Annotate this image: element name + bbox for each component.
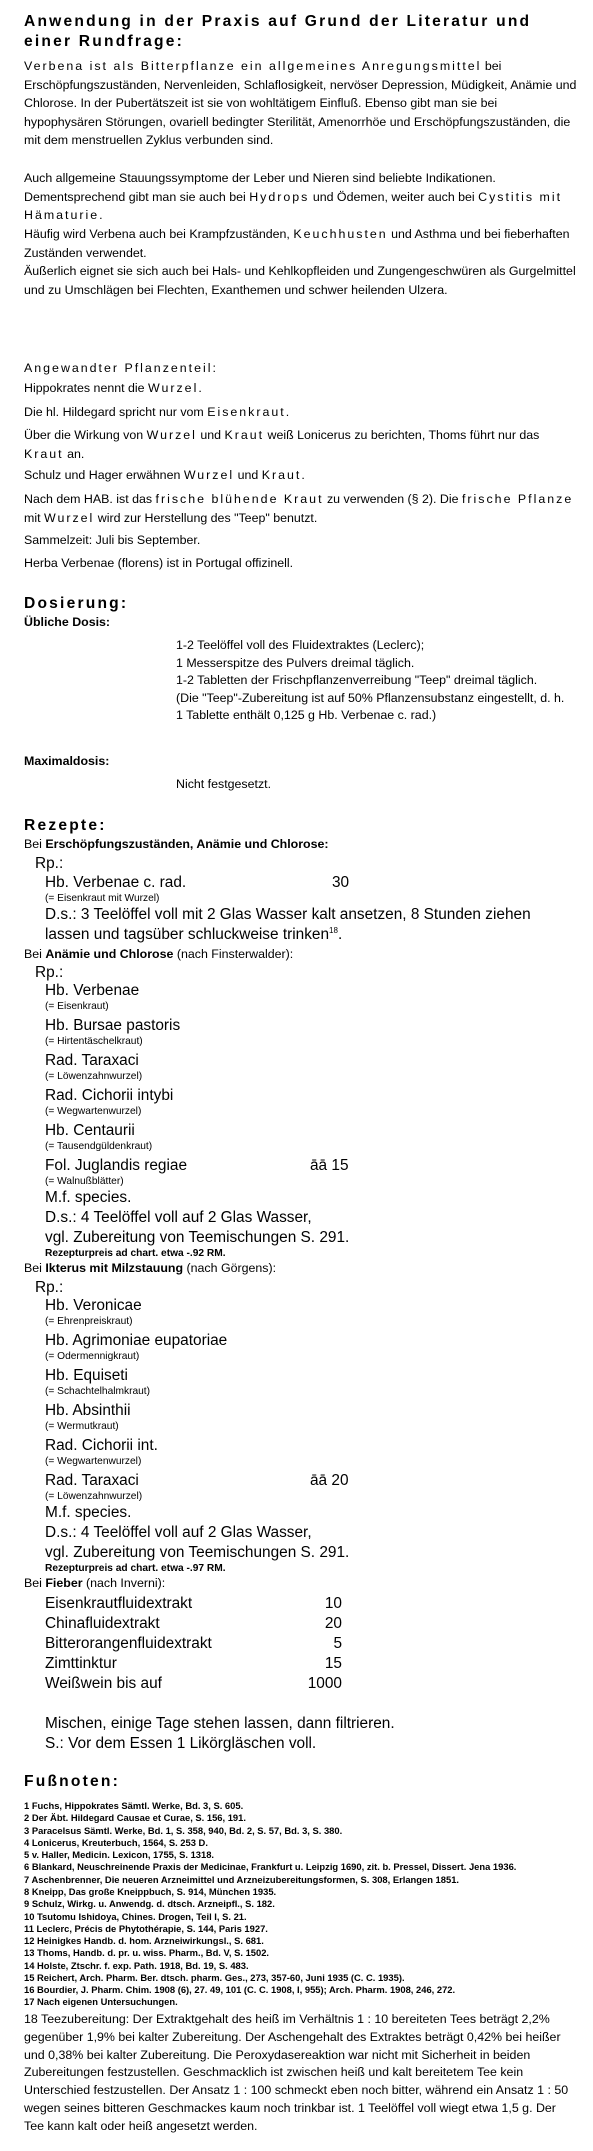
ingredient-note: (= Hirtentäschelkraut) bbox=[45, 1036, 143, 1047]
ingredient-quantity: 15 bbox=[324, 1655, 342, 1672]
ingredient-name: Hb. Agrimoniae eupatoriae bbox=[45, 1332, 228, 1349]
rezept4-mix: Mischen, einige Tage stehen lassen, dann filtrieren. bbox=[45, 1715, 395, 1732]
rezept3-ds2: vgl. Zubereitung von Teemischungen S. 291. bbox=[45, 1544, 350, 1561]
dosis-text bbox=[176, 637, 571, 725]
footnote-item: 17 Nach eigenen Untersuchungen. bbox=[24, 1996, 178, 2008]
rezept3-mf: M.f. species. bbox=[45, 1504, 132, 1521]
rezept2-qty: āā 15 bbox=[310, 1157, 349, 1174]
ingredient-name: Fol. Juglandis regiae bbox=[45, 1157, 188, 1174]
footnote-item: 6 Blankard, Neuschreinende Praxis der Medicinae, Frankfurt u. Leipzig 1690, zit. b. Pressel, Dissert. Jena 1936. bbox=[24, 1861, 517, 1873]
heading-anwendung: Anwendung in der Praxis auf Grund der Literatur und einer Rundfrage: bbox=[24, 13, 532, 50]
paragraph: Sammelzeit: Juli bis September. bbox=[24, 533, 201, 547]
footnote-item: 10 Tsutomu Ishidoya, Chines. Drogen, Teil I, S. 21. bbox=[24, 1910, 247, 1922]
rezept1-ds1: D.s.: 3 Teelöffel voll mit 2 Glas Wasser kalt ansetzen, 8 Stunden ziehen bbox=[45, 906, 531, 923]
rezept2-rp: Rp.: bbox=[35, 964, 64, 981]
ingredient-name: Hb. Equiseti bbox=[45, 1367, 128, 1384]
ingredient-note: (= Löwenzahnwurzel) bbox=[45, 1491, 143, 1502]
ingredient-name: Chinafluidextrakt bbox=[45, 1615, 160, 1632]
heading-fussnoten: Fußnoten: bbox=[24, 1773, 121, 1790]
rezept2-ds2: vgl. Zubereitung von Teemischungen S. 291. bbox=[45, 1229, 350, 1246]
footnote-item: 12 Heinigkes Handb. d. hom. Arzneiwirkungsl., S. 681. bbox=[24, 1935, 264, 1947]
ingredient-note: (= Walnußblätter) bbox=[45, 1176, 124, 1187]
dosis-label: Übliche Dosis: bbox=[24, 615, 111, 629]
ingredient-name: Hb. Veronicae bbox=[45, 1297, 142, 1314]
footnote-ref-18[interactable]: 18 bbox=[329, 925, 338, 935]
ingredient-note: (= Ehrenpreiskraut) bbox=[45, 1316, 133, 1327]
dosis-line: 1-2 Teelöffel voll des Fluidextraktes (Leclerc); bbox=[176, 638, 425, 652]
dosis-line: 1 Messerspitze des Pulvers dreimal täglich. bbox=[176, 655, 415, 670]
paragraph: Verbena ist als Bitterpflanze ein allgemeines Anregungsmittel bei Erschöpfungszuständen, Nervenleiden, Schlaflosigkeit, nervöser Depression, Müdigkeit, Anämie und Chlorose. In der Pubertätszeit ist sie von wohltätigem Einfluß. Ebenso gibt man sie bei hypophysären Störungen, ovariell bedingter Sterilität, Amenorrhöe und Erschöpfungszuständen, die mit dem menstruellen Zyklus verbunden sind. bbox=[24, 59, 577, 148]
paragraph: Äußerlich eignet sie sich auch bei Hals- und Kehlkopfleiden und Zungengeschwüren als Gurgelmittel und zu Umschlägen bei Flechten, Exanthemen und schwer heilenden Ulzera. bbox=[24, 264, 576, 297]
footnote-item: 16 Bourdier, J. Pharm. Chim. 1908 (6), 27. 49, 101 (C. C. 1908, I, 955); Arch. Pharm. 1908, 246, 272. bbox=[24, 1984, 456, 1996]
ingredient-name: Zimttinktur bbox=[45, 1655, 117, 1672]
dosis-line: (Die "Teep"-Zubereitung ist auf 50% Pflanzensubstanz eingestellt, d. h. 1 Tablette enthält 0,125 g Hb. Verbenae c. rad.) bbox=[176, 690, 565, 722]
footnote-item: 8 Kneipp, Das große Kneippbuch, S. 914, München 1935. bbox=[24, 1885, 277, 1897]
ingredient-name: Hb. Bursae pastoris bbox=[45, 1017, 181, 1034]
paragraph: Auch allgemeine Stauungssymptome der Leber und Nieren sind beliebte Indikationen. Dementsprechend gibt man sie auch bei Hydrops und Ödemen, weiter auch bei Cystitis mit Hämaturie. bbox=[24, 171, 563, 223]
maximaldosis-label: Maximaldosis: bbox=[24, 754, 110, 768]
ingredient-name: Hb. Absinthii bbox=[45, 1402, 131, 1419]
paragraph: Über die Wirkung von Wurzel und Kraut weiß Lonicerus zu berichten, Thoms führt nur das Kraut an. bbox=[24, 428, 540, 461]
rezept2-ds1: D.s.: 4 Teelöffel voll auf 2 Glas Wasser, bbox=[45, 1209, 312, 1226]
ingredient-name: Weißwein bis auf bbox=[45, 1675, 162, 1692]
rezept4-intro: Bei Fieber (nach Inverni): bbox=[24, 1576, 166, 1590]
rezept1-note: (= Eisenkraut mit Wurzel) bbox=[45, 893, 160, 904]
ingredient-note: (= Odermennigkraut) bbox=[45, 1351, 140, 1362]
rezept3-rp: Rp.: bbox=[35, 1279, 64, 1296]
ingredient-name: Eisenkrautfluidextrakt bbox=[45, 1595, 193, 1612]
footnote-item: 2 Der Äbt. Hildegard Causae et Curae, S. 156, 191. bbox=[24, 1812, 246, 1824]
rezept1-qty: 30 bbox=[332, 874, 350, 891]
ingredient-note: (= Eisenkraut) bbox=[45, 1001, 109, 1012]
dosis-line: 1-2 Tabletten der Frischpflanzenverreibung "Teep" dreimal täglich. bbox=[176, 673, 538, 687]
heading-rezepte: Rezepte: bbox=[24, 817, 107, 834]
rezept1-intro: Bei Erschöpfungszuständen, Anämie und Chlorose: bbox=[24, 837, 329, 851]
ingredient-note: (= Löwenzahnwurzel) bbox=[45, 1071, 143, 1082]
maximaldosis-value: Nicht festgesetzt. bbox=[176, 777, 272, 791]
footnote-item: 7 Aschenbrenner, Die neueren Arzneimittel und Arzneizubereitungsformen, S. 308, Erlangen 1851. bbox=[24, 1873, 460, 1885]
ingredient-quantity: 20 bbox=[324, 1615, 342, 1632]
ingredient-name: Rad. Cichorii intybi bbox=[45, 1087, 174, 1104]
footnote-18: 18 Teezubereitung: Der Extraktgehalt des heiß im Verhältnis 1 : 10 bereiteten Tees beträgt 2,2% gegenüber 1,9% bei kalter Zubereitung. Der Aschengehalt des Extraktes beträgt 0,42% bei heißer und 0,38% bei kalter Zubereitung. Die Peroxydasereaktion war nicht mit Sicherheit in beiden Zubereitungen festzustellen. Geschmacklich ist zwischen heiß und kalt bereitetem Tee kein Unterschied festzustellen. Der Ansatz 1 : 100 schmeckt eben noch bitter, während ein Ansatz 1 : 50 wegen seines bitteren Geschmackes kaum noch trinkbar ist. 1 Teelöffel voll wiegt etwa 1,5 g. Der Tee kann kalt oder heiß angesetzt werden. bbox=[24, 2012, 569, 2133]
paragraph: Häufig wird Verbena auch bei Krampfzuständen, Keuchhusten und Asthma und bei fieberhaften Zuständen verwendet. bbox=[24, 227, 570, 260]
footnote-item: 5 v. Haller, Medicin. Lexicon, 1755, S. 1318. bbox=[24, 1849, 215, 1861]
paragraph: Hippokrates nennt die Wurzel. bbox=[24, 381, 202, 395]
rezept2-intro: Bei Anämie und Chlorose (nach Finsterwalder): bbox=[24, 947, 294, 961]
rezept2-price: Rezepturpreis ad chart. etwa -.92 RM. bbox=[45, 1248, 226, 1259]
paragraph: Nach dem HAB. ist das frische blühende Kraut zu verwenden (§ 2). Die frische Pflanze mit Wurzel wird zur Herstellung des "Teep" benutzt. bbox=[24, 492, 574, 525]
rezept2-mf: M.f. species. bbox=[45, 1189, 132, 1206]
footnote-item: 13 Thoms, Handb. d. pr. u. wiss. Pharm., Bd. V, S. 1502. bbox=[24, 1947, 270, 1959]
rezept1-ds2: lassen und tagsüber schluckweise trinken$^{18}$. bbox=[45, 925, 343, 943]
rezept1-rp: Rp.: bbox=[35, 855, 64, 872]
rezept1-herb: Hb. Verbenae c. rad. bbox=[45, 874, 187, 891]
ingredient-name: Bitterorangenfluidextrakt bbox=[45, 1635, 212, 1652]
paragraph: Herba Verbenae (florens) ist in Portugal offizinell. bbox=[24, 556, 294, 570]
ingredient-note: (= Wegwartenwurzel) bbox=[45, 1106, 142, 1117]
ingredient-note: (= Wegwartenwurzel) bbox=[45, 1456, 142, 1467]
ingredient-note: (= Tausendgüldenkraut) bbox=[45, 1141, 153, 1152]
ingredient-name: Hb. Verbenae bbox=[45, 982, 140, 999]
paragraph: Die hl. Hildegard spricht nur vom Eisenkraut. bbox=[24, 405, 290, 419]
footnote-item: 14 Holste, Ztschr. f. exp. Path. 1918, Bd. 19, S. 483. bbox=[24, 1959, 249, 1971]
paragraph: Schulz und Hager erwähnen Wurzel und Kraut. bbox=[24, 468, 305, 482]
ingredient-name: Rad. Taraxaci bbox=[45, 1472, 139, 1489]
rezept3-qty: āā 20 bbox=[310, 1472, 349, 1489]
ingredient-name: Rad. Taraxaci bbox=[45, 1052, 139, 1069]
ingredient-note: (= Schachtelhalmkraut) bbox=[45, 1386, 151, 1397]
footnote-item: 1 Fuchs, Hippokrates Sämtl. Werke, Bd. 3, S. 605. bbox=[24, 1800, 244, 1811]
rezept3-intro: Bei Ikterus mit Milzstauung (nach Görgens): bbox=[24, 1261, 277, 1275]
heading-dosierung: Dosierung: bbox=[24, 595, 129, 612]
footnote-item: 15 Reichert, Arch. Pharm. Ber. dtsch. pharm. Ges., 273, 357-60, Juni 1935 (C. C. 1935). bbox=[24, 1971, 405, 1983]
ingredient-quantity: 5 bbox=[333, 1635, 342, 1652]
rezept4-s: S.: Vor dem Essen 1 Likörgläschen voll. bbox=[45, 1735, 317, 1752]
ingredient-name: Rad. Cichorii int. bbox=[45, 1437, 158, 1454]
rezept3-ds1: D.s.: 4 Teelöffel voll auf 2 Glas Wasser, bbox=[45, 1524, 312, 1541]
footnote-item: 9 Schulz, Wirkg. u. Anwendg. d. dtsch. Arzneipfl., S. 182. bbox=[24, 1898, 275, 1910]
ingredient-quantity: 1000 bbox=[307, 1675, 342, 1692]
ingredient-quantity: 10 bbox=[324, 1595, 342, 1612]
ingredient-name: Hb. Centaurii bbox=[45, 1122, 135, 1139]
rezept3-price: Rezepturpreis ad chart. etwa -.97 RM. bbox=[45, 1563, 226, 1574]
ingredient-note: (= Wermutkraut) bbox=[45, 1421, 119, 1432]
footnote-item: 4 Lonicerus, Kreuterbuch, 1564, S. 253 D. bbox=[24, 1836, 208, 1848]
heading-pflanzenteil: Angewandter Pflanzenteil: bbox=[24, 361, 218, 375]
footnote-item: 3 Paracelsus Sämtl. Werke, Bd. 1, S. 358, 940, Bd. 2, S. 57, Bd. 3, S. 380. bbox=[24, 1824, 343, 1836]
footnote-item: 11 Leclerc, Précis de Phytothérapie, S. 144, Paris 1927. bbox=[24, 1922, 268, 1934]
